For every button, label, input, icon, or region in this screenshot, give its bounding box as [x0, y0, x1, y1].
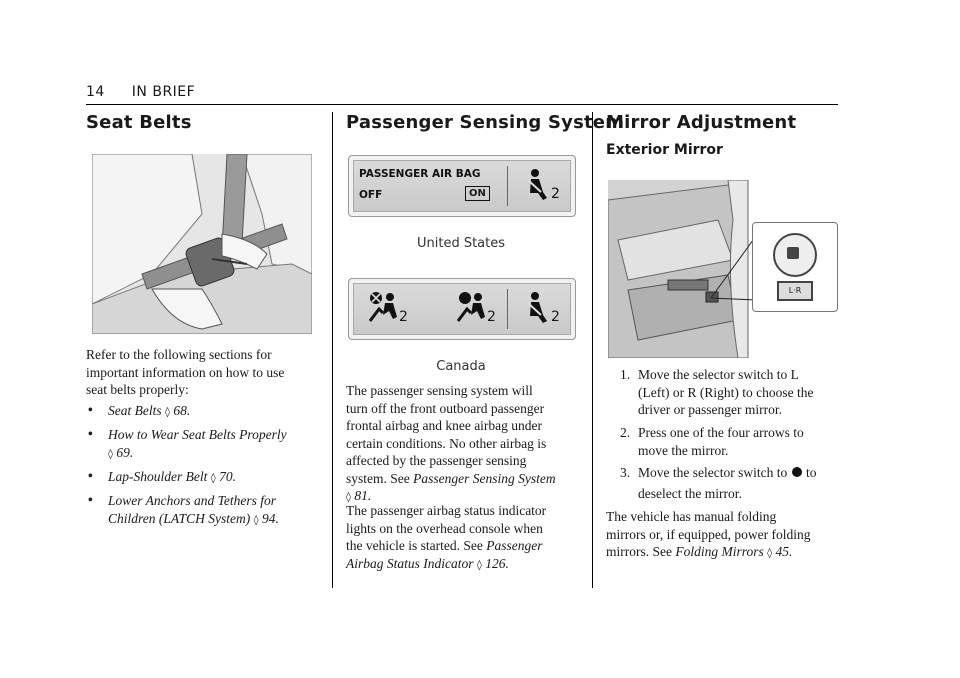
text-line: mirrors or, if equipped, power folding	[606, 526, 811, 542]
list-item	[88, 402, 191, 422]
page-ref: 94.	[261, 510, 279, 526]
text-line: affected by the passenger sensing	[346, 453, 527, 468]
text-line: lights on the overhead console when	[346, 520, 543, 536]
text-line	[638, 464, 838, 482]
link-passenger-airbag[interactable]: Passenger	[486, 538, 543, 553]
page-ref-icon: ◊	[253, 514, 259, 526]
seat-number: 2	[487, 309, 496, 325]
airbag-indicator-paragraph	[346, 502, 586, 574]
bullet: •	[88, 426, 93, 441]
list-item	[88, 492, 279, 529]
on-label: ON	[465, 186, 490, 201]
text-line	[606, 543, 842, 563]
text-line: driver or passenger mirror.	[638, 402, 782, 417]
panel-divider	[507, 166, 508, 206]
text-line	[346, 555, 586, 575]
link-passenger-sensing-system[interactable]: Passenger Sensing System	[413, 470, 556, 486]
us-airbag-panel	[348, 155, 576, 217]
seat-number: 2	[399, 309, 408, 325]
text-line: Refer to the following sections for	[86, 347, 272, 362]
bullet: •	[88, 468, 93, 483]
caption-canada: Canada	[436, 359, 486, 374]
text-line	[346, 470, 586, 488]
text-line: certain conditions. No other airbag is	[346, 435, 547, 451]
text-line: frontal airbag and knee airbag under	[346, 418, 543, 433]
text-segment: Move the selector switch to	[638, 465, 788, 480]
panel-label: PASSENGER AIR BAG	[359, 168, 481, 180]
caption-united-states: United States	[416, 236, 506, 251]
airbag-on-icon	[457, 291, 489, 325]
link-airbag-status-indicator[interactable]: Airbag Status Indicator	[346, 555, 474, 571]
lr-selector-switch[interactable]: L·R	[777, 281, 813, 301]
column-divider	[592, 112, 593, 588]
seatbelt-icon	[525, 168, 553, 202]
page-ref-icon: ◊	[108, 448, 113, 460]
see-text: system. See	[346, 470, 410, 486]
header-rule	[86, 104, 838, 105]
mirror-step-1	[620, 366, 838, 419]
mirror-step-3	[620, 464, 838, 502]
mirror-adjustment-heading: Mirror Adjustment	[606, 112, 797, 133]
text-line: deselect the mirror.	[638, 485, 742, 501]
link-seat-belts[interactable]: Seat Belts	[108, 403, 162, 418]
step-number: 1.	[620, 367, 631, 382]
link-folding-mirrors[interactable]: Folding Mirrors	[675, 544, 764, 559]
text-line: The passenger sensing system will	[346, 383, 533, 398]
text-line: seat belts properly:	[86, 382, 189, 397]
page-ref-icon: ◊	[476, 559, 482, 571]
seat-number: 2	[551, 309, 560, 325]
airbag-off-icon	[369, 291, 401, 325]
text-line: important information on how to use	[86, 364, 285, 380]
page-ref: 126.	[485, 555, 509, 571]
seat-belts-intro	[86, 346, 326, 399]
link-latch[interactable]: Children (LATCH System)	[108, 510, 251, 526]
page-ref-icon: ◊	[346, 492, 351, 503]
page-ref: 70.	[219, 469, 236, 484]
page-ref: 45.	[775, 544, 793, 559]
page-ref: 81.	[354, 488, 372, 503]
column-divider	[332, 112, 333, 588]
page-ref-icon: ◊	[165, 407, 170, 418]
panel-divider	[507, 289, 508, 329]
bullet: •	[88, 492, 93, 507]
seatbelt-icon	[525, 291, 553, 325]
see-text: the vehicle is started. See	[346, 538, 483, 553]
text-line: Press one of the four arrows to	[638, 425, 804, 440]
step-number: 2.	[620, 425, 631, 440]
canada-airbag-panel	[348, 278, 576, 340]
page-number: 14	[86, 84, 105, 100]
page-ref-icon: ◊	[210, 473, 216, 484]
mirror-step-2	[620, 424, 838, 459]
bullet: •	[88, 402, 93, 417]
text-line: move the mirror.	[638, 442, 729, 458]
text-line	[346, 537, 586, 555]
selector-center-icon	[792, 467, 802, 477]
mirror-icon	[787, 247, 799, 259]
folding-mirrors-paragraph	[606, 508, 842, 563]
seat-number: 2	[551, 186, 560, 202]
seat-belts-heading: Seat Belts	[86, 112, 192, 133]
page-ref: 69.	[116, 444, 134, 460]
see-text: mirrors. See	[606, 544, 672, 559]
page-ref-icon: ◊	[767, 548, 773, 559]
page-ref: 68.	[173, 403, 191, 418]
list-item	[88, 426, 287, 463]
text-line: Move the selector switch to L	[638, 367, 799, 382]
link-how-to-wear[interactable]: How to Wear Seat Belts Properly	[108, 427, 287, 442]
text-line: The passenger airbag status indicator	[346, 503, 547, 518]
passenger-sensing-heading: Passenger Sensing System	[346, 112, 625, 133]
passenger-sensing-paragraph	[346, 382, 586, 507]
mirror-control-callout	[752, 222, 838, 312]
text-line: turn off the front outboard passenger	[346, 400, 545, 416]
link-lap-shoulder-belt[interactable]: Lap-Shoulder Belt	[108, 469, 208, 484]
exterior-mirror-subheading: Exterior Mirror	[606, 142, 723, 158]
page-header	[86, 84, 217, 100]
section-name: IN BRIEF	[131, 84, 196, 100]
link-lower-anchors[interactable]: Lower Anchors and Tethers for	[108, 493, 277, 508]
text-segment: to	[805, 465, 817, 480]
list-item	[88, 468, 236, 488]
step-number: 3.	[620, 465, 631, 480]
text-line: The vehicle has manual folding	[606, 509, 777, 524]
off-label: OFF	[359, 189, 383, 201]
text-line: (Left) or R (Right) to choose the	[638, 384, 814, 400]
seat-belt-illustration	[92, 154, 312, 334]
